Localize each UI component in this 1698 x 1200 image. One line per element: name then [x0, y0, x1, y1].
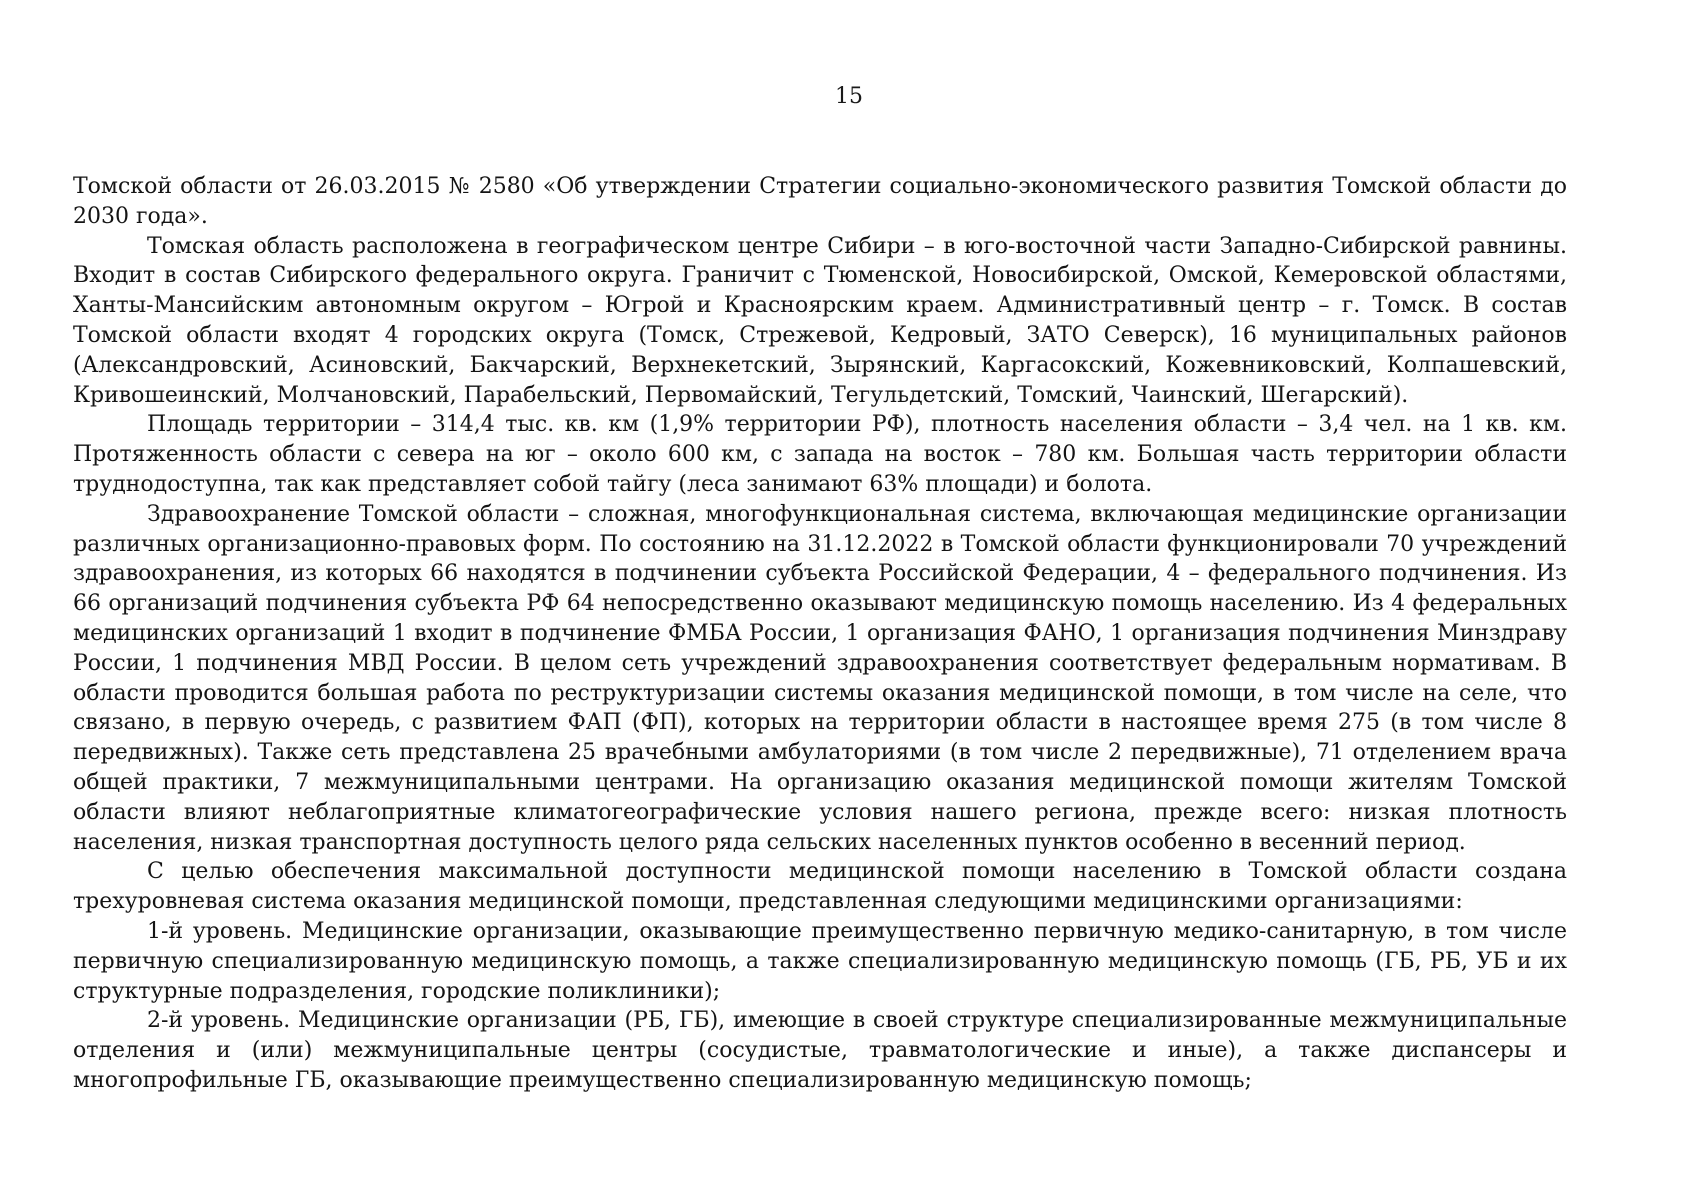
- paragraph-territory: Площадь территории – 314,4 тыс. кв. км (1,9% территории РФ), плотность населения области – 3,4 чел. на 1 кв. км. Протяженность области с севера на юг – около 600 км, с запада на восток – 780 км. Большая часть территории области труднодоступна, так как представляет собой тайгу (леса занимают 63% площади) и болота.: [73, 412, 1567, 497]
- paragraph-geography: Томская область расположена в географическом центре Сибири – в юго-восточной части Западно-Сибирской равнины. Входит в состав Сибирского федерального округа. Граничит с Тюменской, Новосибирской, Омской, Кемеровской областями, Ханты-Мансийским автономным округом – Югрой и Красноярским краем. Административный центр – г. Томск. В состав Томской области входят 4 городских округа (Томск, Стрежевой, Кедровый, ЗАТО Северск), 16 муниципальных районов (Александровский, Асиновский, Бакчарский, Верхнекетский, Зырянский, Каргасокский, Кожевниковский, Колпашевский, Кривошеинский, Молчановский, Парабельский, Первомайский, Тегульдетский, Томский, Чаинский, Шегарский).: [73, 233, 1567, 408]
- page-number: 15: [835, 84, 863, 109]
- paragraph-three-level-system: С целью обеспечения максимальной доступности медицинской помощи населению в Томской области создана трехуровневая система оказания медицинской помощи, представленная следующими медицинскими организациями:: [73, 859, 1567, 915]
- paragraph-level-1: 1-й уровень. Медицинские организации, оказывающие преимущественно первичную медико-санитарную, в том числе первичную специализированную медицинскую помощь, а также специализированную медицинскую помощь (ГБ, РБ, УБ и их структурные подразделения, городские поликлиники);: [73, 918, 1567, 1004]
- paragraph-healthcare: Здравоохранение Томской области – сложная, многофункциональная система, включающая медицинские организации различных организационно-правовых форм. По состоянию на 31.12.2022 в Томской области функционировали 70 учреждений здравоохранения, из которых 66 находятся в подчинении субъекта Российской Федерации, 4 – федерального подчинения. Из 66 организаций подчинения субъекта РФ 64 непосредственно оказывают медицинскую помощь населению. Из 4 федеральных медицинских организаций 1 входит в подчинение ФМБА России, 1 организация ФАНО, 1 организация подчинения Минздраву России, 1 подчинения МВД России. В целом сеть учреждений здравоохранения соответствует федеральным нормативам. В области проводится большая работа по реструктуризации системы оказания медицинской помощи, в том числе на селе, что связано, в первую очередь, с развитием ФАП (ФП), которых на территории области в настоящее время 275 (в том числе 8 передвижных). Также сеть представлена 25 врачебными амбулаториями (в том числе 2 передвижные), 71 отделением врача общей практики, 7 межмуниципальными центрами. На организацию оказания медицинской помощи жителям Томской области влияют неблагоприятные климатогеографические условия нашего региона, прежде всего: низкая плотность населения, низкая транспортная доступность целого ряда сельских населенных пунктов особенно в весенний период.: [73, 501, 1567, 855]
- paragraph-level-2: 2-й уровень. Медицинские организации (РБ, ГБ), имеющие в своей структуре специализированные межмуниципальные отделения и (или) межмуниципальные центры (сосудистые, травматологические и иные), а также диспансеры и многопрофильные ГБ, оказывающие преимущественно специализированную медицинскую помощь;: [73, 1008, 1567, 1093]
- document-body: [73, 172, 1567, 1096]
- paragraph-continuation: Томской области от 26.03.2015 № 2580 «Об утверждении Стратегии социально-экономического развития Томской области до 2030 года».: [73, 174, 1567, 229]
